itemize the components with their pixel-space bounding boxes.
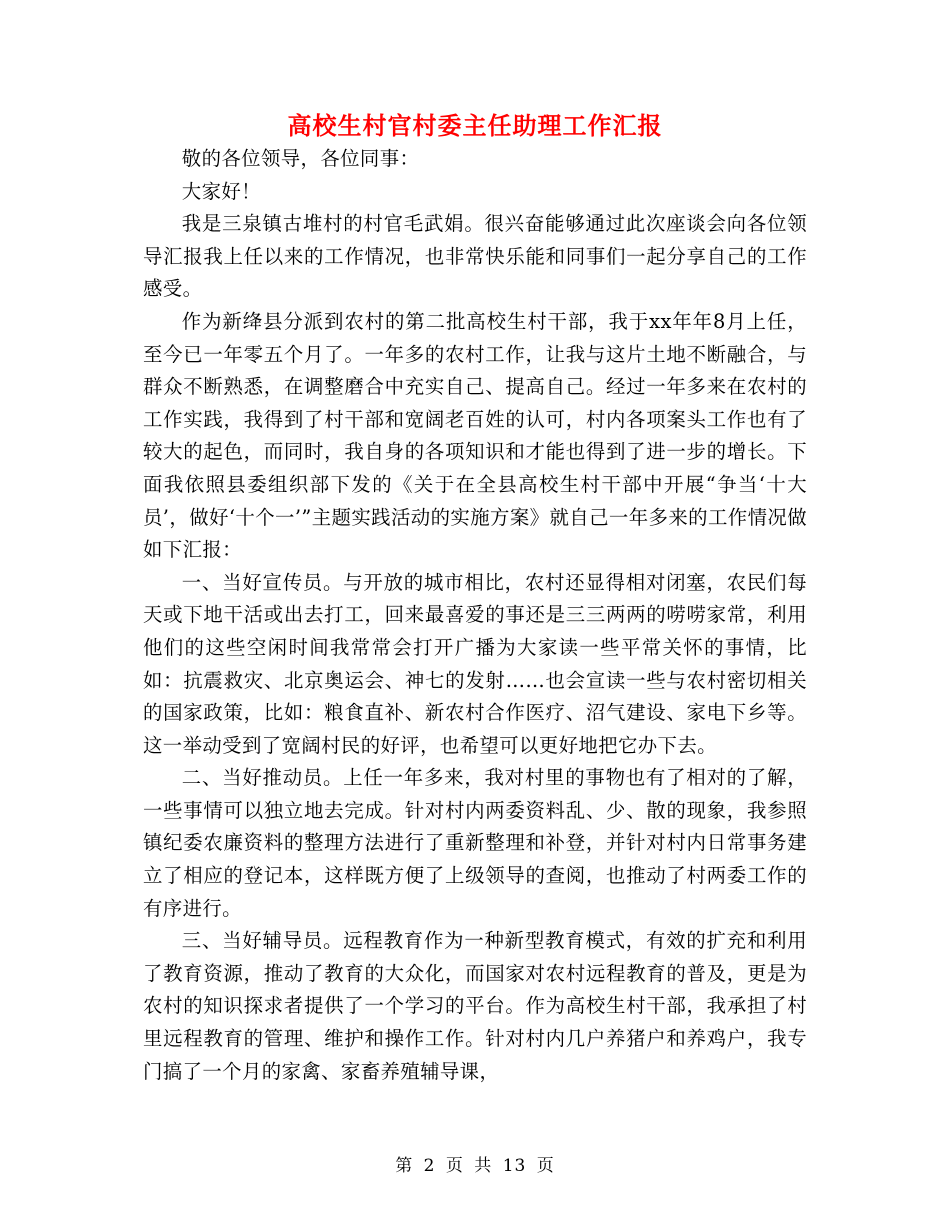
background-paragraph: 作为新绛县分派到农村的第二批高校生村干部，我于xx年年8月上任，至今已一年零五个月了。一年多的农村工作，让我与这片土地不断融合，与群众不断熟悉，在调整磨合中充实自己、提高自己。经过一年多来在农村的工作实践，我得到了村干部和宽阔老百姓的认可，村内各项案头工作也有了较大的起色，而同时，我自身的各项知识和才能也得到了进一步的增长。下面我依照县委组织部下发的《关于在全县高校生村干部中开展“争当‘十大员’，做好‘十个一’”主题实践活动的实施方案》就自己一年多来的工作情况做如下汇报： [143, 309, 807, 562]
document-body [143, 143, 807, 1088]
section-two-paragraph: 二、当好推动员。上任一年多来，我对村里的事物也有了相对的了解，一些事情可以独立地去完成。针对村内两委资料乱、少、散的现象，我参照镇纪委农廉资料的整理方法进行了重新整理和补登，并针对村内日常事务建立了相应的登记本，这样既方便了上级领导的查阅，也推动了村两委工作的有序进行。 [143, 766, 807, 920]
greeting-paragraph: 大家好！ [181, 179, 261, 203]
document-title: 高校生村官村委主任助理工作汇报 [287, 111, 663, 140]
introduction-paragraph: 我是三泉镇古堆村的村官毛武娟。很兴奋能够通过此次座谈会向各位领导汇报我上任以来的工作情况，也非常快乐能和同事们一起分享自己的工作感受。 [143, 212, 807, 301]
salutation-paragraph: 敬的各位领导，各位同事： [181, 147, 420, 170]
section-one-paragraph: 一、当好宣传员。与开放的城市相比，农村还显得相对闭塞，农民们每天或下地干活或出去打工，回来最喜爱的事还是三三两两的唠唠家常，利用他们的这些空闲时间我常常会打开广播为大家读一些平常关怀的事情，比如：抗震救灾、北京奥运会、神七的发射……也会宣读一些与农村密切相关的国家政策，比如：粮食直补、新农村合作医疗、沼气建设、家电下乡等。这一举动受到了宽阔村民的好评，也希望可以更好地把它办下去。 [143, 570, 807, 757]
section-three-paragraph: 三、当好辅导员。远程教育作为一种新型教育模式，有效的扩充和利用了教育资源，推动了教育的大众化，而国家对农村远程教育的普及，更是为农村的知识探求者提供了一个学习的平台。作为高校生村干部，我承担了村里远程教育的管理、维护和操作工作。针对村内几户养猪户和养鸡户，我专门搞了一个月的家禽、家畜养殖辅导课， [143, 929, 807, 1083]
page-number-footer: 第 2 页 共 13 页 [395, 1156, 555, 1176]
